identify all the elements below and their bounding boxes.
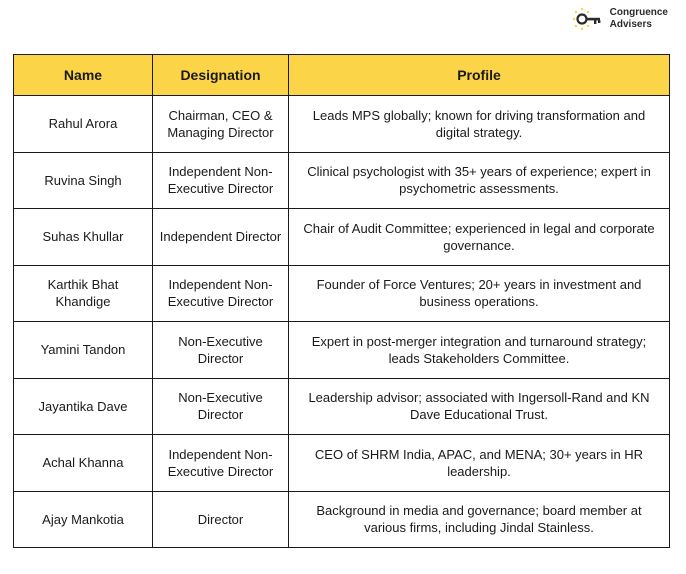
cell-name: Suhas Khullar [14, 209, 153, 266]
table-row [14, 322, 670, 379]
brand-logo [572, 6, 668, 32]
board-of-directors-table [13, 54, 670, 548]
cell-profile: CEO of SHRM India, APAC, and MENA; 30+ years in HR leadership. [289, 435, 670, 492]
cell-designation: Independent Non-Executive Director [153, 435, 289, 492]
cell-name: Jayantika Dave [14, 378, 153, 435]
cell-designation: Independent Director [153, 209, 289, 266]
header-designation: Designation [153, 55, 289, 96]
table-row [14, 96, 670, 153]
cell-profile: Background in media and governance; board member at various firms, including Jindal Stainless. [289, 491, 670, 548]
cell-profile: Founder of Force Ventures; 20+ years in investment and business operations. [289, 265, 670, 322]
table-row [14, 435, 670, 492]
cell-profile: Leadership advisor; associated with Ingersoll-Rand and KN Dave Educational Trust. [289, 378, 670, 435]
table-row [14, 152, 670, 209]
cell-name: Ajay Mankotia [14, 491, 153, 548]
table-header-row [14, 55, 670, 96]
cell-designation: Director [153, 491, 289, 548]
table-row [14, 378, 670, 435]
cell-name: Rahul Arora [14, 96, 153, 153]
cell-profile: Leads MPS globally; known for driving transformation and digital strategy. [289, 96, 670, 153]
header-profile: Profile [289, 55, 670, 96]
cell-name: Achal Khanna [14, 435, 153, 492]
cell-designation: Non-Executive Director [153, 322, 289, 379]
cell-name: Karthik Bhat Khandige [14, 265, 153, 322]
cell-name: Yamini Tandon [14, 322, 153, 379]
cell-profile: Chair of Audit Committee; experienced in legal and corporate governance. [289, 209, 670, 266]
key-icon [572, 6, 604, 32]
cell-designation: Non-Executive Director [153, 378, 289, 435]
cell-designation: Chairman, CEO & Managing Director [153, 96, 289, 153]
cell-profile: Clinical psychologist with 35+ years of experience; expert in psychometric assessments. [289, 152, 670, 209]
table-row [14, 209, 670, 266]
cell-designation: Independent Non-Executive Director [153, 152, 289, 209]
table-row [14, 491, 670, 548]
cell-name: Ruvina Singh [14, 152, 153, 209]
logo-line2: Advisers [609, 19, 652, 30]
table-row [14, 265, 670, 322]
cell-profile: Expert in post-merger integration and turnaround strategy; leads Stakeholders Committee. [289, 322, 670, 379]
logo-line1: Congruence [609, 7, 668, 18]
header-name: Name [14, 55, 153, 96]
cell-designation: Independent Non-Executive Director [153, 265, 289, 322]
